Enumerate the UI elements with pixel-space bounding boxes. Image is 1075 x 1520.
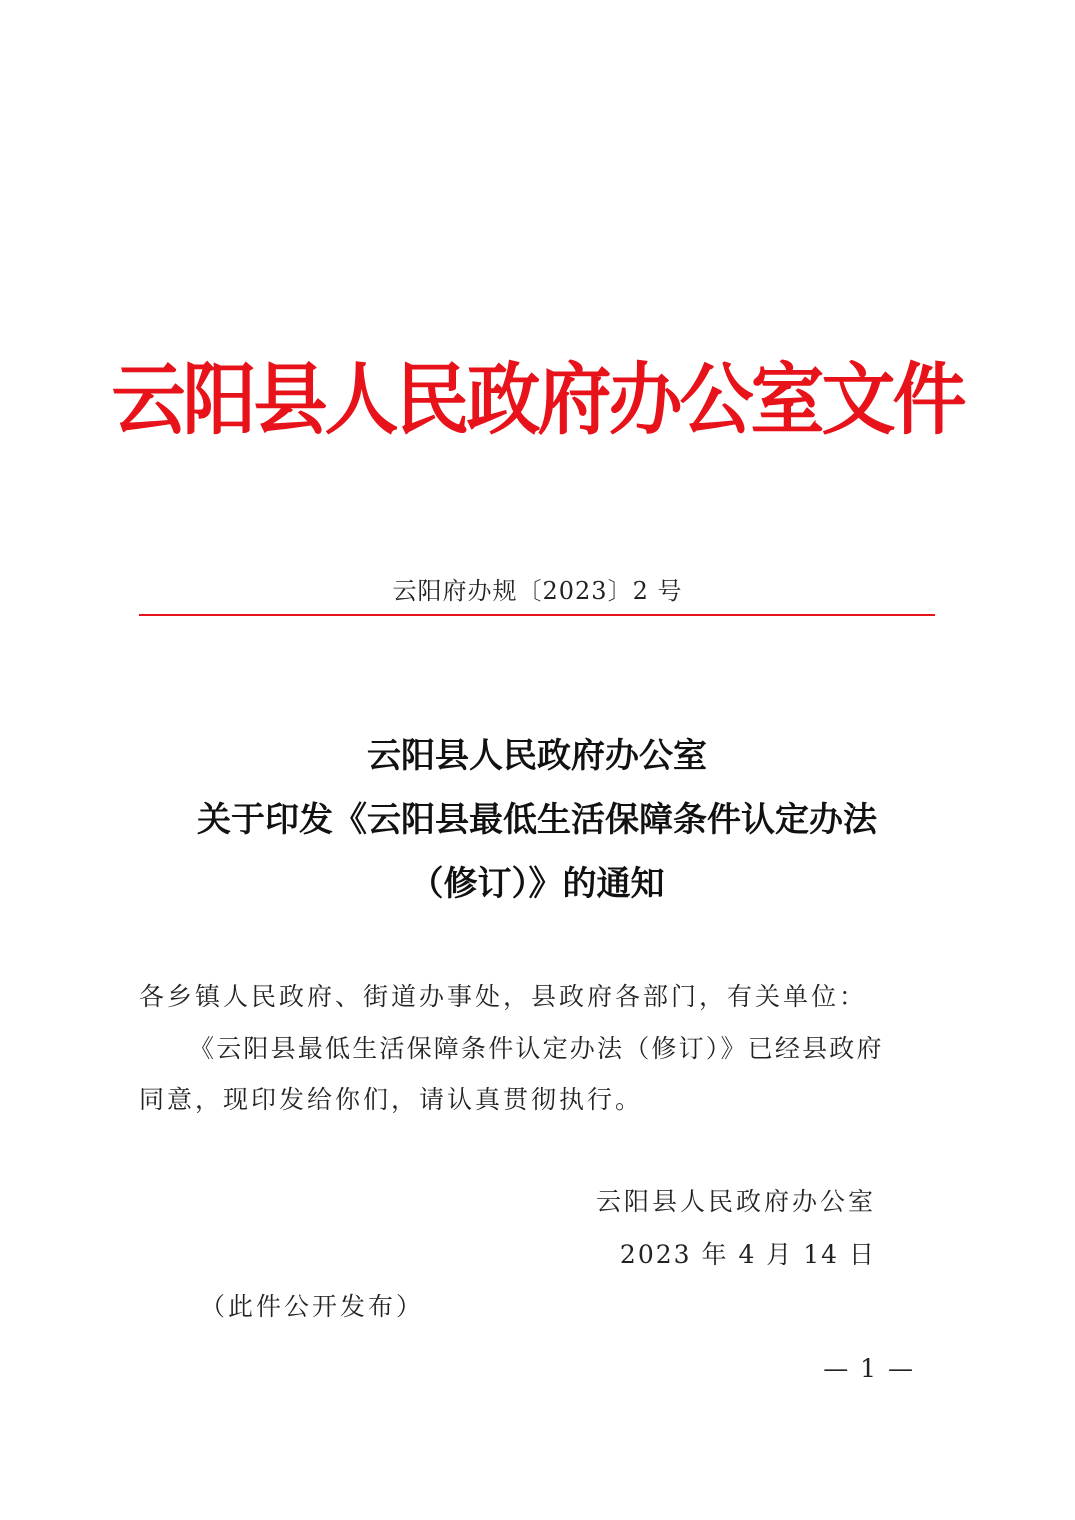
page-number: — 1 — xyxy=(823,1354,915,1383)
notice-title xyxy=(139,724,935,916)
document-number: 云阳府办规〔2023〕2 号 xyxy=(392,577,683,605)
issuer-signature: 云阳县人民政府办公室 xyxy=(595,1187,876,1216)
addressee-line: 各乡镇人民政府、街道办事处，县政府各部门，有关单位： xyxy=(139,982,868,1011)
body-paragraph-line-2: 同意，现印发给你们，请认真贯彻执行。 xyxy=(139,1085,644,1114)
red-separator-line xyxy=(139,614,935,616)
publish-note: （此件公开发布） xyxy=(200,1292,425,1321)
notice-title-line-3: （修订）》的通知 xyxy=(409,864,665,904)
issue-date: 2023 年 4 月 14 日 xyxy=(619,1240,876,1269)
notice-title-line-2: 关于印发《云阳县最低生活保障条件认定办法 xyxy=(197,800,877,840)
notice-title-line-1: 云阳县人民政府办公室 xyxy=(367,736,707,776)
document-header-title: 云阳县人民政府办公室文件 xyxy=(111,354,964,446)
body-paragraph-line-1: 《云阳县最低生活保障条件认定办法（修订）》已经县政府 xyxy=(189,1034,884,1063)
